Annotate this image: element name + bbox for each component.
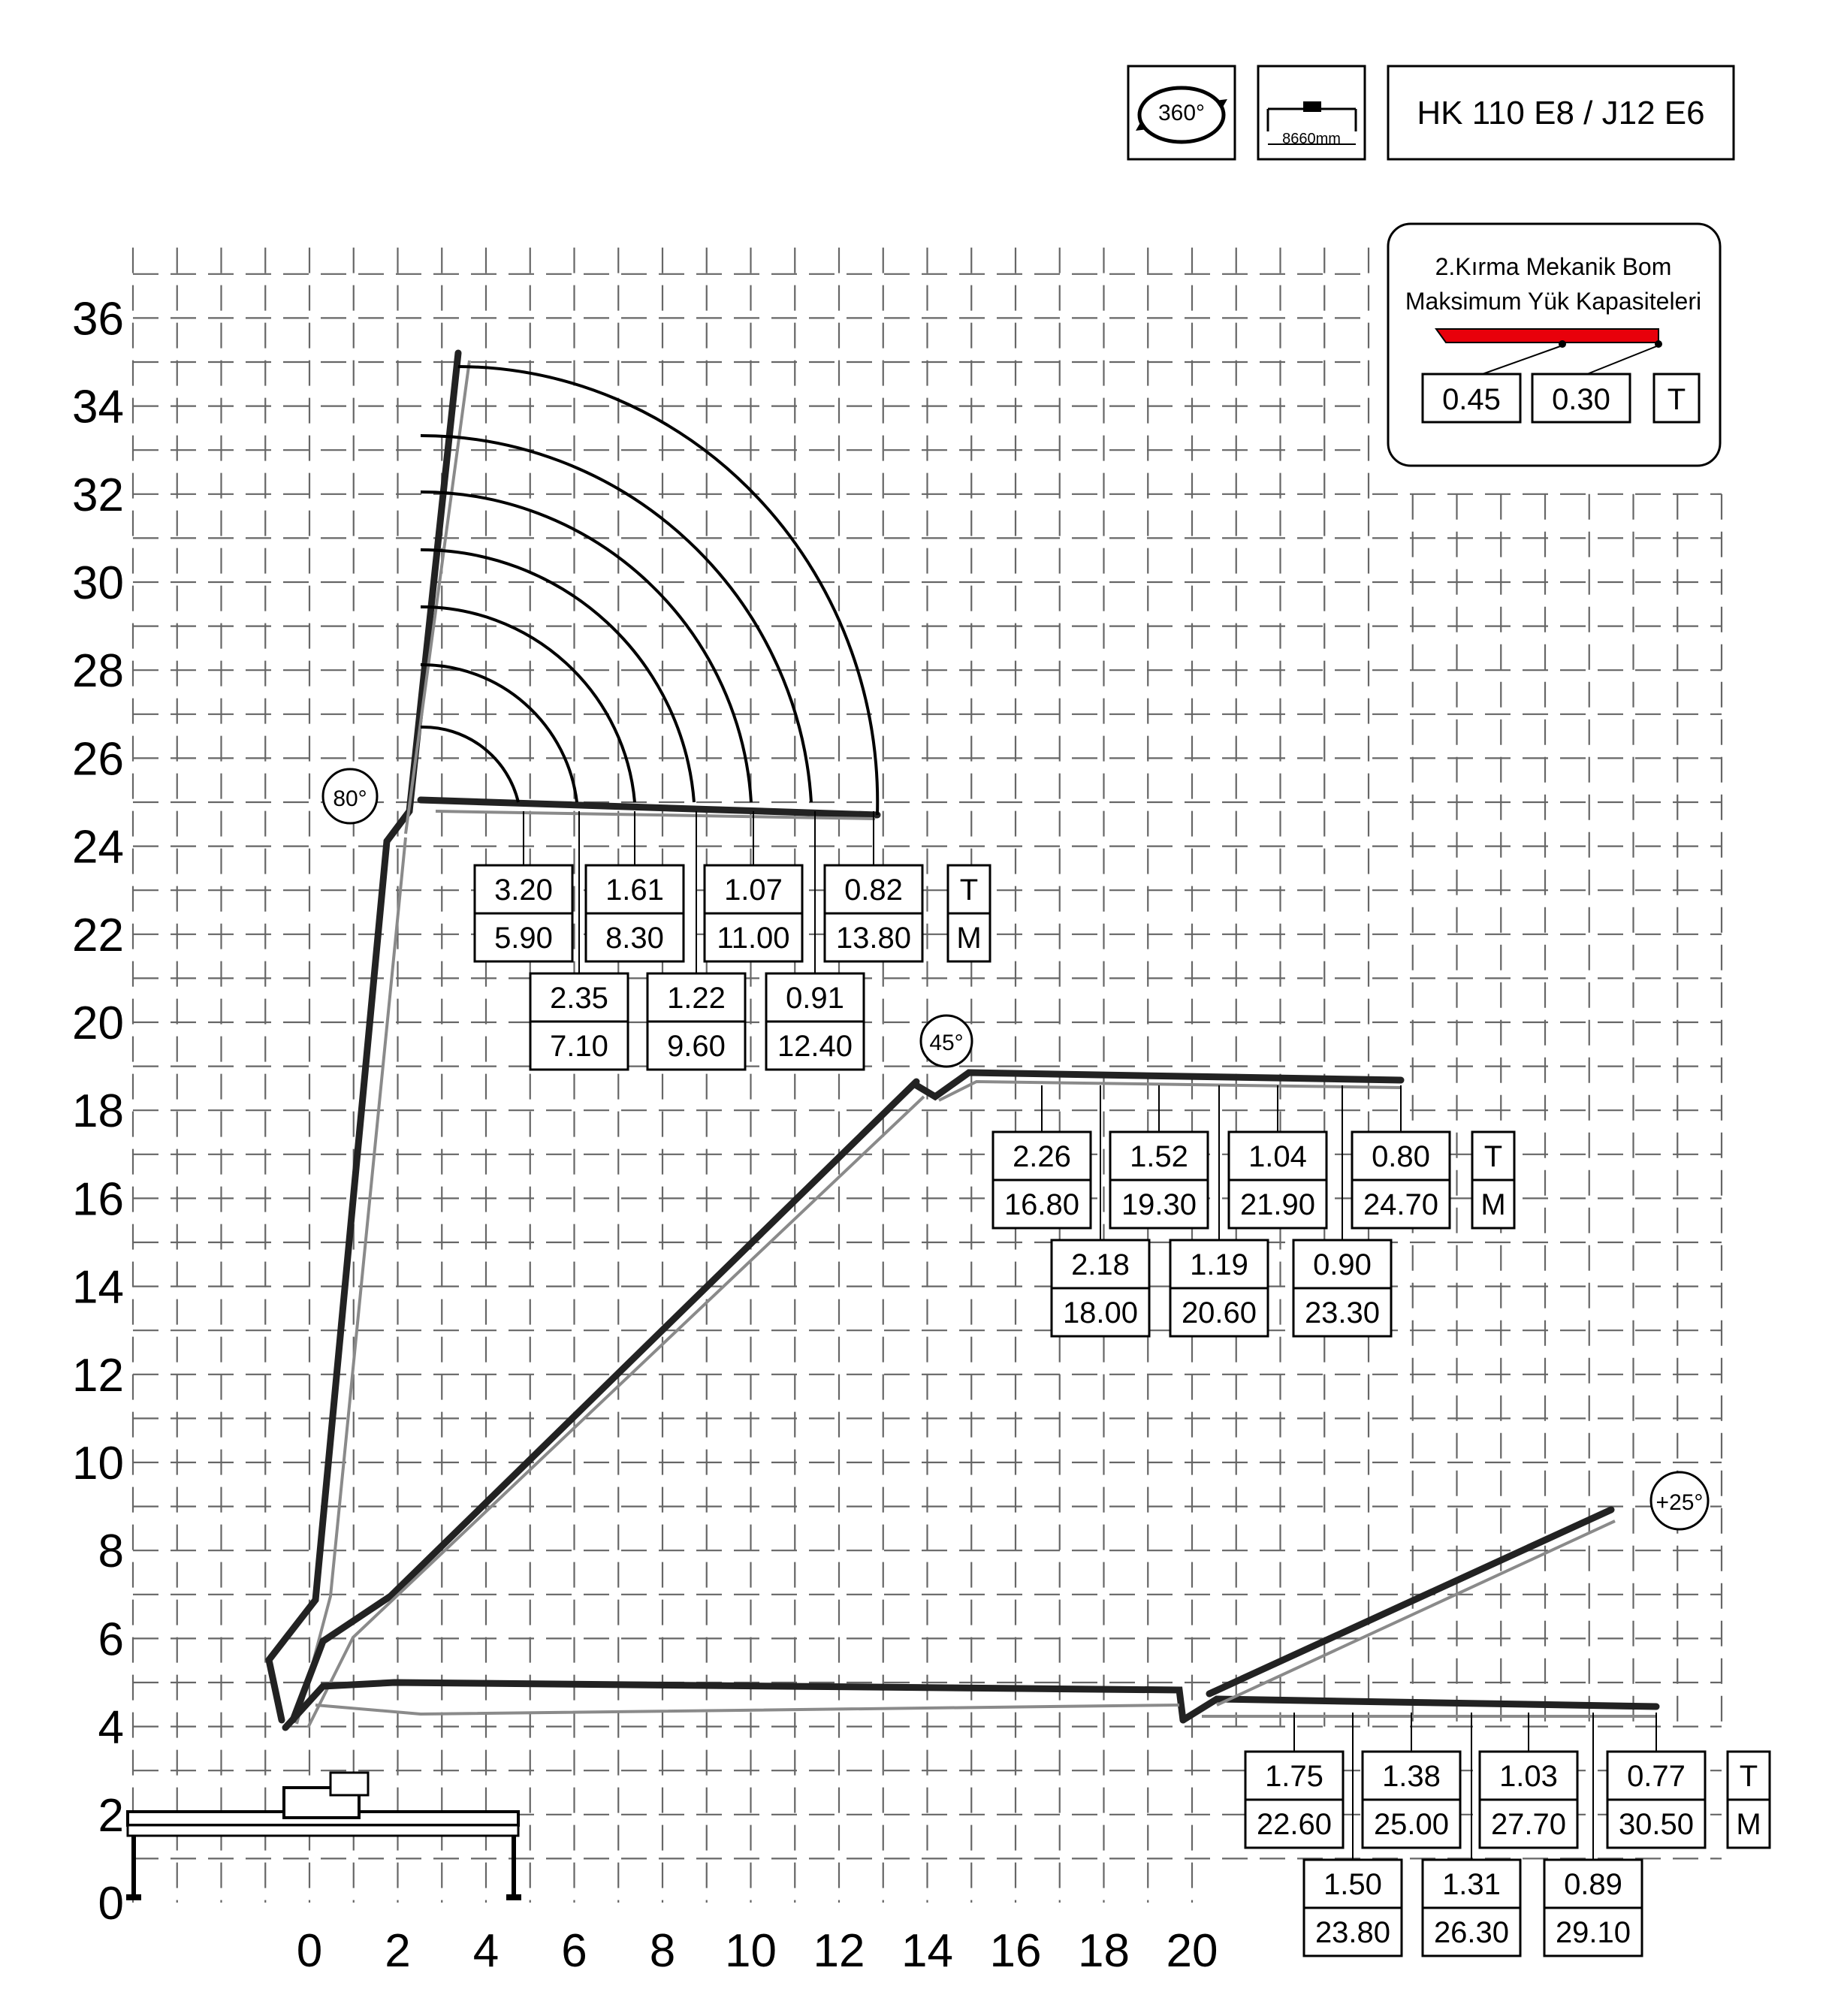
unit-box [1472, 1132, 1514, 1228]
capacity-cell-45-lower [1052, 1240, 1149, 1336]
capacity-t: 1.03 [1499, 1760, 1558, 1793]
capacity-t: 1.04 [1248, 1140, 1307, 1173]
capacity-t: 2.26 [1013, 1140, 1071, 1173]
legend-jib-bar [1436, 329, 1658, 343]
capacity-t: 2.35 [550, 982, 608, 1015]
capacity-m: 16.80 [1004, 1188, 1080, 1221]
legend-panel [1388, 224, 1720, 466]
outrigger-label: 8660mm [1282, 131, 1341, 147]
crane-base [126, 1773, 521, 1900]
y-tick-label: 28 [72, 645, 124, 698]
x-tick-label: 14 [901, 1925, 953, 1977]
x-tick-label: 18 [1078, 1925, 1130, 1977]
capacity-t: 2.18 [1071, 1248, 1130, 1281]
svg-text:T: T [959, 874, 979, 907]
capacity-cell-0-lower [1423, 1860, 1520, 1956]
capacity-m: 5.90 [494, 922, 553, 955]
capacity-cell-45-upper [1229, 1132, 1326, 1228]
capacity-t: 1.31 [1442, 1868, 1501, 1901]
capacity-m: 20.60 [1181, 1296, 1257, 1329]
y-tick-label: 16 [72, 1173, 124, 1226]
y-tick-label: 22 [72, 909, 124, 961]
x-tick-label: 4 [472, 1925, 500, 1977]
legend-unit: T [1667, 383, 1686, 416]
model-title: HK 110 E8 / J12 E6 [1417, 95, 1705, 131]
svg-text:+25°: +25° [1655, 1490, 1704, 1515]
y-axis-ticks [72, 293, 124, 1930]
y-tick-label: 12 [72, 1349, 124, 1402]
unit-box [1728, 1752, 1770, 1848]
capacity-m: 12.40 [777, 1030, 853, 1063]
capacity-t: 0.77 [1627, 1760, 1686, 1793]
capacity-m: 24.70 [1363, 1188, 1439, 1221]
capacity-cell-0-upper [1363, 1752, 1460, 1848]
capacity-t: 0.91 [786, 982, 844, 1015]
y-tick-label: 18 [72, 1085, 124, 1138]
capacity-cell-45-upper [1110, 1132, 1208, 1228]
capacity-cell-45-lower [1170, 1240, 1268, 1336]
capacity-t: 1.61 [605, 874, 664, 907]
x-tick-label: 0 [296, 1925, 323, 1977]
capacity-cell-80-upper [825, 865, 922, 961]
svg-text:M: M [1736, 1808, 1761, 1841]
capacity-m: 8.30 [605, 922, 664, 955]
angle-badge-25 [1651, 1472, 1708, 1529]
capacity-t: 1.75 [1265, 1760, 1323, 1793]
y-tick-label: 0 [98, 1878, 124, 1930]
capacity-cell-0-upper [1480, 1752, 1577, 1848]
capacity-t: 3.20 [494, 874, 553, 907]
y-tick-label: 30 [72, 557, 124, 609]
capacity-t: 1.50 [1323, 1868, 1382, 1901]
capacity-t: 0.90 [1313, 1248, 1372, 1281]
capacity-t: 0.89 [1564, 1868, 1622, 1901]
y-tick-label: 36 [72, 293, 124, 346]
legend-value-2: 0.30 [1552, 383, 1610, 416]
capacity-cell-45-upper [993, 1132, 1091, 1228]
y-tick-label: 4 [98, 1701, 124, 1754]
capacity-m: 21.90 [1239, 1188, 1316, 1221]
capacity-cell-45-upper [1352, 1132, 1450, 1228]
x-tick-label: 10 [725, 1925, 777, 1977]
svg-text:80°: 80° [333, 786, 367, 811]
capacity-cell-80-upper [586, 865, 684, 961]
capacity-m: 13.80 [835, 922, 912, 955]
capacity-m: 18.00 [1062, 1296, 1139, 1329]
y-tick-label: 32 [72, 469, 124, 521]
y-tick-label: 14 [72, 1261, 124, 1314]
outrigger-width-icon [1258, 66, 1365, 159]
y-tick-label: 26 [72, 733, 124, 786]
model-box [1388, 66, 1734, 159]
angle-badge-45 [921, 1016, 972, 1067]
capacity-m: 25.00 [1373, 1808, 1450, 1841]
capacity-m: 23.80 [1314, 1916, 1391, 1949]
capacity-tables [475, 811, 1770, 1956]
capacity-m: 22.60 [1256, 1808, 1333, 1841]
capacity-cell-80-upper [475, 865, 572, 961]
capacity-m: 26.30 [1433, 1916, 1510, 1949]
legend-line2: Maksimum Yük Kapasiteleri [1405, 288, 1702, 315]
rotation-360-icon [1128, 66, 1235, 159]
y-tick-label: 2 [98, 1789, 124, 1842]
capacity-t: 1.19 [1190, 1248, 1248, 1281]
capacity-m: 29.10 [1555, 1916, 1631, 1949]
capacity-t: 1.22 [667, 982, 726, 1015]
capacity-cell-45-lower [1293, 1240, 1391, 1336]
capacity-cell-0-lower [1304, 1860, 1402, 1956]
svg-text:M: M [956, 922, 982, 955]
legend-value-1: 0.45 [1442, 383, 1501, 416]
x-tick-label: 2 [385, 1925, 411, 1977]
capacity-cell-0-lower [1544, 1860, 1642, 1956]
y-tick-label: 6 [98, 1613, 124, 1666]
capacity-t: 1.38 [1382, 1760, 1441, 1793]
x-tick-label: 16 [989, 1925, 1042, 1977]
capacity-cell-80-lower [530, 973, 628, 1070]
capacity-t: 0.82 [844, 874, 903, 907]
capacity-cell-80-upper [705, 865, 802, 961]
angle-badge-80 [323, 769, 377, 823]
svg-text:T: T [1483, 1140, 1503, 1173]
capacity-m: 9.60 [667, 1030, 726, 1063]
capacity-t: 0.80 [1372, 1140, 1430, 1173]
x-tick-label: 20 [1166, 1925, 1218, 1977]
x-axis-ticks [297, 1925, 1218, 1977]
x-tick-label: 12 [813, 1925, 865, 1977]
svg-text:M: M [1480, 1188, 1506, 1221]
capacity-cell-0-upper [1607, 1752, 1705, 1848]
capacity-m: 27.70 [1490, 1808, 1567, 1841]
grid [133, 248, 1722, 1903]
capacity-m: 11.00 [717, 922, 790, 955]
svg-text:45°: 45° [929, 1031, 964, 1055]
rotation-label: 360° [1157, 101, 1206, 125]
capacity-cell-80-lower [647, 973, 745, 1070]
capacity-t: 1.52 [1130, 1140, 1188, 1173]
capacity-m: 19.30 [1121, 1188, 1197, 1221]
capacity-cell-80-lower [766, 973, 864, 1070]
capacity-cell-0-upper [1245, 1752, 1343, 1848]
capacity-m: 30.50 [1618, 1808, 1695, 1841]
capacity-t: 1.07 [724, 874, 783, 907]
legend-line1: 2.Kırma Mekanik Bom [1435, 253, 1672, 280]
y-tick-label: 34 [72, 381, 124, 433]
x-tick-label: 8 [649, 1925, 676, 1977]
x-tick-label: 6 [561, 1925, 587, 1977]
capacity-m: 23.30 [1304, 1296, 1381, 1329]
y-tick-label: 10 [72, 1438, 124, 1489]
capacity-m: 7.10 [550, 1030, 608, 1063]
svg-text:T: T [1739, 1760, 1758, 1793]
y-tick-label: 20 [72, 997, 124, 1049]
y-tick-label: 8 [98, 1526, 124, 1578]
y-tick-label: 24 [72, 821, 124, 874]
unit-box [948, 865, 990, 961]
